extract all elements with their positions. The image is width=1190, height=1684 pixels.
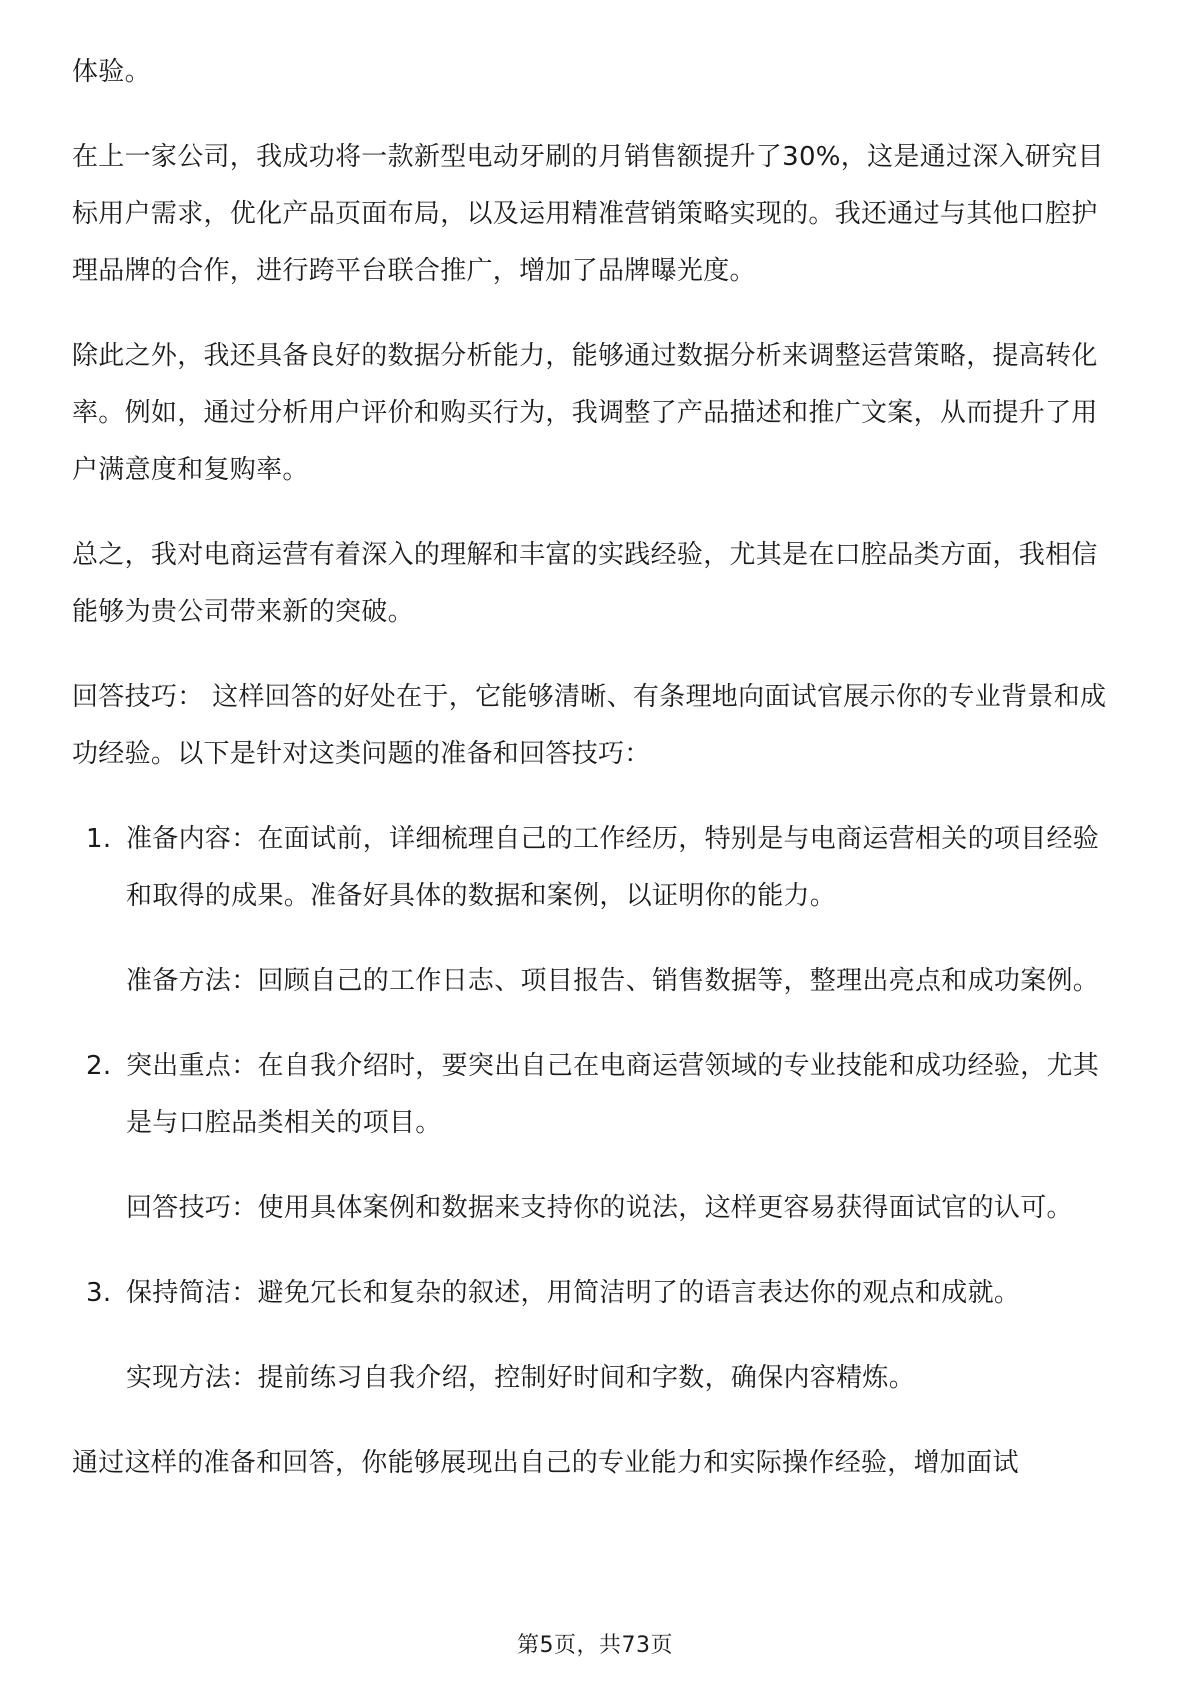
list-item-1 [72,811,1122,925]
paragraph-data-analysis: 除此之外，我还具备良好的数据分析能力，能够通过数据分析来调整运营策略，提高转化率。例如，通过分析用户评价和购买行为，我调整了产品描述和推广文案，从而提升了用户满意度和复购率。 [72,341,1098,485]
paragraph-closing: 通过这样的准备和回答，你能够展现出自己的专业能力和实际操作经验，增加面试 [72,1448,1019,1478]
list-number: 3. [86,1278,112,1308]
list-item-3 [72,1265,1122,1322]
list-item-2-sub: 回答技巧：使用具体案例和数据来支持你的说法，这样更容易获得面试官的认可。 [126,1193,1073,1223]
list-item-text: 准备内容：在面试前，详细梳理自己的工作经历，特别是与电商运营相关的项目经验和取得的成果。准备好具体的数据和案例，以证明你的能力。 [126,824,1100,911]
paragraph-summary: 总之，我对电商运营有着深入的理解和丰富的实践经验，尤其是在口腔品类方面，我相信能够为贵公司带来新的突破。 [72,540,1098,627]
list-item-text: 突出重点：在自我介绍时，要突出自己在电商运营领域的专业技能和成功经验，尤其是与口腔品类相关的项目。 [126,1051,1100,1138]
paragraph-experience: 在上一家公司，我成功将一款新型电动牙刷的月销售额提升了30%，这是通过深入研究目标用户需求，优化产品页面布局，以及运用精准营销策略实现的。我还通过与其他口腔护理品牌的合作，进行跨平台联合推广，增加了品牌曝光度。 [72,142,1104,286]
list-number: 1. [86,824,112,854]
list-number: 2. [86,1051,112,1081]
paragraph-answer-tips: 回答技巧： 这样回答的好处在于，它能够清晰、有条理地向面试官展示你的专业背景和成功经验。以下是针对这类问题的准备和回答技巧： [72,682,1107,769]
list-item-3-sub: 实现方法：提前练习自我介绍，控制好时间和字数，确保内容精炼。 [126,1363,916,1393]
page-body [72,44,1122,1520]
page-footer: 第5页，共73页 [517,1633,673,1658]
list-item-2 [72,1038,1122,1152]
paragraph-continuation: 体验。 [72,57,151,87]
list-item-text: 保持简洁：避免冗长和复杂的叙述，用简洁明了的语言表达你的观点和成就。 [126,1278,1021,1308]
list-item-1-sub: 准备方法：回顾自己的工作日志、项目报告、销售数据等，整理出亮点和成功案例。 [126,966,1100,996]
